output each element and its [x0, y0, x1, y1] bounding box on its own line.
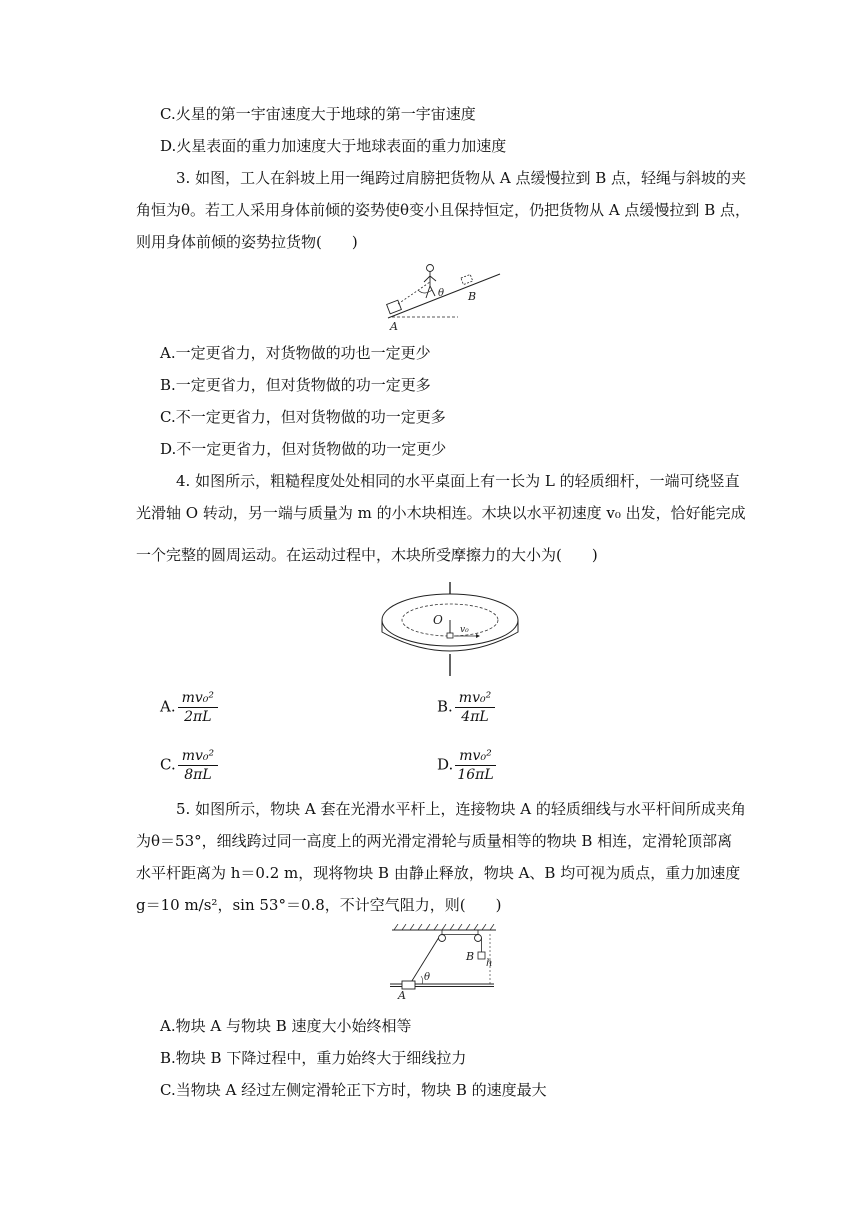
q3-a-label: A	[390, 320, 398, 332]
q4-option-a-denominator: 2πL	[184, 709, 212, 725]
q3-stem-line-3: 则用身体前倾的姿势拉货物( )	[136, 233, 358, 251]
q3-option-c: C.不一定更省力，但对货物做的功一定更多	[160, 408, 446, 426]
q5-stem-line-2: 为θ＝53°，细线跨过同一高度上的两光滑定滑轮与质量相等的物块 B 相连，定滑轮顶部离	[136, 832, 733, 850]
q4-stem-line-1: 4. 如图所示，粗糙程度处处相同的水平桌面上有一长为 L 的轻质细杆，一端可绕竖直	[176, 472, 740, 490]
q4-option-b-letter: B.	[437, 697, 453, 716]
q4-option-b	[437, 690, 495, 725]
q4-option-c	[160, 748, 218, 783]
q5-b-label: B	[466, 950, 475, 963]
q4-option-d-numerator: mv₀²	[455, 748, 495, 766]
q4-stem-line-3: 一个完整的圆周运动。在运动过程中，木块所受摩擦力的大小为( )	[136, 546, 598, 564]
q4-option-a-numerator: mv₀²	[178, 690, 218, 708]
q5-pulley-figure	[390, 924, 500, 1002]
q3-stem-line-1: 3. 如图，工人在斜坡上用一绳跨过肩膀把货物从 A 点缓慢拉到 B 点，轻绳与斜坡的夹	[176, 169, 747, 187]
q5-option-b: B.物块 B 下降过程中，重力始终大于细线拉力	[160, 1049, 467, 1067]
q5-stem-line-1: 5. 如图所示，物块 A 套在光滑水平杆上，连接物块 A 的轻质细线与水平杆间所成夹角	[176, 800, 746, 818]
q3-b-label: B	[468, 290, 477, 303]
q4-option-d	[437, 748, 496, 783]
q4-option-d-denominator: 16πL	[457, 767, 494, 783]
q4-option-c-numerator: mv₀²	[178, 748, 218, 766]
q2-option-c: C.火星的第一宇宙速度大于地球的第一宇宙速度	[160, 105, 476, 123]
q3-option-a: A.一定更省力，对货物做的功也一定更少	[160, 344, 431, 362]
q4-option-c-letter: C.	[160, 755, 176, 774]
q4-option-b-denominator: 4πL	[461, 709, 489, 725]
q4-disc-figure	[378, 582, 522, 678]
q5-h-label: h	[486, 958, 493, 969]
q5-stem-line-4: g＝10 m/s²，sin 53°＝0.8，不计空气阻力，则( )	[136, 896, 502, 914]
q5-theta-label: θ	[424, 972, 431, 983]
q5-option-a: A.物块 A 与物块 B 速度大小始终相等	[160, 1017, 412, 1035]
q3-slope-figure	[382, 260, 502, 332]
q4-option-b-numerator: mv₀²	[455, 690, 495, 708]
q4-option-d-letter: D.	[437, 755, 454, 774]
q3-theta-label: θ	[438, 288, 445, 299]
q2-option-d: D.火星表面的重力加速度大于地球表面的重力加速度	[160, 137, 507, 155]
q4-stem-line-2: 光滑轴 O 转动，另一端与质量为 m 的小木块相连。木块以水平初速度 v₀ 出发，恰好能完成	[136, 504, 746, 522]
q3-stem-line-2: 角恒为θ。若工人采用身体前倾的姿势使θ变小且保持恒定，仍把货物从 A 点缓慢拉到 B 点，	[136, 201, 750, 219]
q3-option-d: D.不一定更省力，但对货物做的功一定更少	[160, 440, 447, 458]
q5-a-label: A	[398, 989, 406, 1002]
q5-option-c: C.当物块 A 经过左侧定滑轮正下方时，物块 B 的速度最大	[160, 1081, 547, 1099]
q5-stem-line-3: 水平杆距离为 h＝0.2 m，现将物块 B 由静止释放，物块 A、B 均可视为质点，重力加速度	[136, 864, 741, 882]
q3-option-b: B.一定更省力，但对货物做的功一定更多	[160, 376, 431, 394]
q4-o-label: O	[433, 613, 443, 627]
q4-option-a-letter: A.	[160, 697, 176, 716]
q4-v0-label: v₀	[460, 625, 469, 635]
q4-option-a	[160, 690, 218, 725]
q4-option-c-denominator: 8πL	[184, 767, 212, 783]
